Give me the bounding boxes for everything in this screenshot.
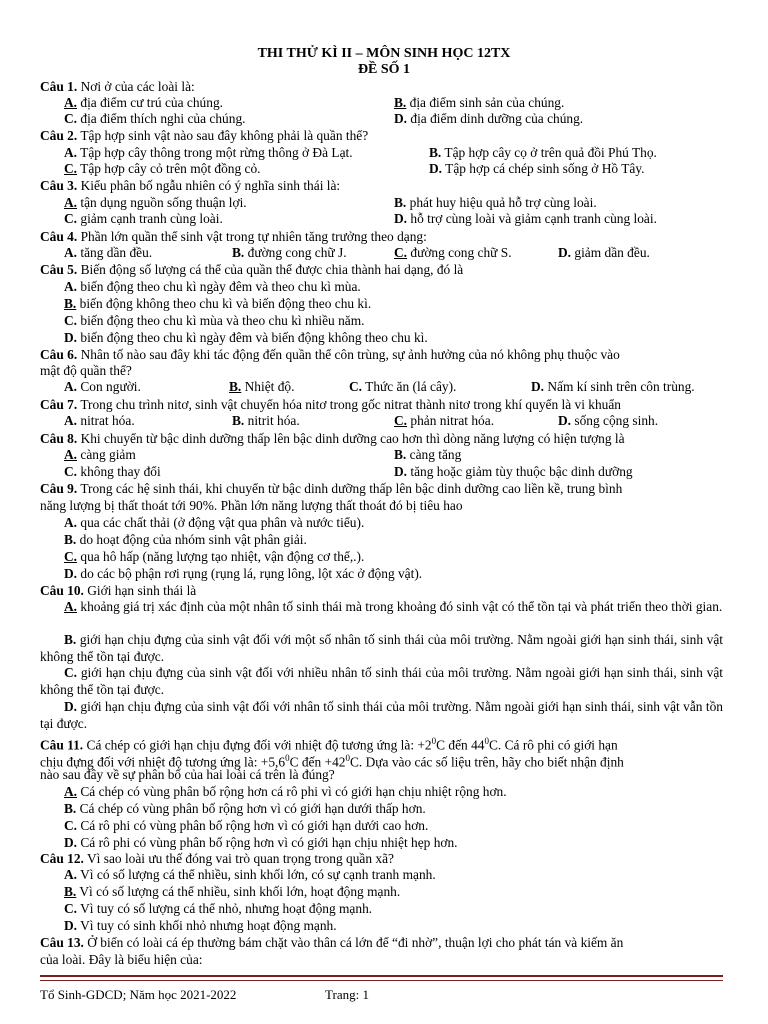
q12-option-a: A. Vì có số lượng cá thể nhiều, sinh khối lớn, có sự cạnh tranh mạnh.	[64, 867, 436, 882]
q2-option-a: A. Tập hợp cây thông trong một rừng thông ở Đà Lạt.	[64, 145, 353, 160]
q11-option-c: C. Cá rô phi có vùng phân bố rộng hơn vì có giới hạn dưới cao hơn.	[64, 818, 429, 833]
question-label: Câu 9.	[40, 481, 78, 496]
q7-option-a: A. nitrat hóa.	[64, 413, 135, 428]
question-11-cont: chịu đựng đối với nhiệt độ tương ứng là: $+5,6^0C$ đến $+42^0C$. Dựa vào các số liệu trên, hãy cho biết nhận định	[40, 753, 624, 770]
footer-department: Tổ Sinh-GDCD; Năm học 2021-2022	[40, 987, 237, 1002]
exam-title: THI THỬ KÌ II – MÔN SINH HỌC 12TX	[257, 46, 511, 61]
q7-option-d: D. sống cộng sinh.	[558, 413, 659, 428]
q10-option-a: A. khoảng giá trị xác định của một nhân tố sinh thái mà trong khoảng đó sinh vật có thể tồn tại và phát triển theo thời gian.	[64, 599, 723, 614]
question-6	[40, 347, 620, 363]
exam-subtitle: ĐỀ SỐ 1	[357, 62, 411, 77]
q8-option-c: C. không thay đổi	[64, 464, 161, 479]
question-text: Phần lớn quần thể sinh vật trong tự nhiên tăng trưởng theo dạng:	[77, 229, 427, 244]
q5-option-d: D. biến động theo chu kì ngày đêm và biến động không theo chu kì.	[64, 330, 428, 345]
question-text: Vì sao loài ưu thế đóng vai trò quan trọng trong quần xã?	[83, 851, 395, 866]
q3-option-b: B. phát huy hiệu quả hỗ trợ cùng loài.	[394, 195, 597, 210]
question-label: Câu 3.	[40, 178, 78, 193]
q1-option-b: B. địa điểm sinh sản của chúng.	[394, 95, 565, 110]
question-8	[40, 431, 625, 447]
q7-option-c: C. phản nitrat hóa.	[394, 413, 495, 428]
question-2	[40, 128, 368, 144]
question-text: Ở biển có loài cá ép thường bám chặt vào thân cá lớn để “đi nhờ”, thuận lợi cho phát tán và kiếm ăn	[83, 935, 624, 950]
question-6-cont: mật độ quần thể?	[40, 363, 132, 378]
question-7	[40, 397, 621, 413]
question-text: Kiểu phân bố ngẫu nhiên có ý nghĩa sinh thái là:	[77, 178, 341, 193]
q10-option-b: B. giới hạn chịu đựng của sinh vật đối với một số nhân tố sinh thái của môi trường. Nằm ngoài giới hạn sinh thái, sinh vật không thể tồn tại được.	[40, 632, 723, 664]
q5-option-c: C. biến động theo chu kì mùa và theo chu kì nhiều năm.	[64, 313, 365, 328]
q4-option-b: B. đường cong chữ J.	[232, 245, 347, 260]
q10-option-d: D. giới hạn chịu đựng của sinh vật đối với nhân tố sinh thái của môi trường. Nằm ngoài giới hạn sinh thái, sinh vật vẫn tồn tại được.	[40, 699, 723, 731]
q6-option-b: B. Nhiệt độ.	[229, 379, 295, 394]
question-text: Nơi ở của các loài là:	[77, 79, 195, 94]
question-text: Tập hợp sinh vật nào sau đây không phải là quần thể?	[77, 128, 369, 143]
q1-option-d: D. địa điểm dinh dưỡng của chúng.	[394, 111, 584, 126]
q11-option-a: A. Cá chép có vùng phân bố rộng hơn cá rô phi vì có giới hạn chịu nhiệt rộng hơn.	[64, 784, 507, 799]
question-text: Giới hạn sinh thái là	[83, 583, 197, 598]
question-9	[40, 481, 622, 497]
question-label: Câu 11.	[40, 737, 84, 753]
q9-option-a: A. qua các chất thải (ở động vật qua phân và nước tiểu).	[64, 515, 365, 530]
question-1	[40, 79, 195, 95]
question-3	[40, 178, 340, 194]
q6-option-d: D. Nấm kí sinh trên côn trùng.	[531, 379, 695, 394]
question-4	[40, 229, 427, 245]
q8-option-a: A. càng giảm	[64, 447, 136, 462]
question-label: Câu 10.	[40, 583, 84, 598]
question-label: Câu 8.	[40, 431, 78, 446]
q10-option-c: C. giới hạn chịu đựng của sinh vật đối với nhiều nhân tố sinh thái của môi trường. Nằm ngoài giới hạn sinh thái, sinh vật không thể tồn tại được.	[40, 665, 723, 697]
q2-option-d: D. Tập hợp cá chép sinh sống ở Hồ Tây.	[429, 161, 645, 176]
q3-option-c: C. giảm cạnh tranh cùng loài.	[64, 211, 223, 226]
q12-option-d: D. Vì tuy có sinh khối nhỏ nhưng hoạt động mạnh.	[64, 918, 337, 933]
q1-option-c: C. địa điểm thích nghi của chúng.	[64, 111, 246, 126]
q9-option-b: B. do hoạt động của nhóm sinh vật phân giải.	[64, 532, 307, 547]
q4-option-d: D. giảm dần đều.	[558, 245, 650, 260]
q9-option-d: D. do các bộ phận rơi rụng (rụng lá, rụng lông, lột xác ở động vật).	[64, 566, 423, 581]
question-text: Trong các hệ sinh thái, khi chuyển từ bậc dinh dưỡng thấp lên bậc dinh dưỡng cao liền kề, trung bình	[77, 481, 623, 496]
q8-option-d: D. tăng hoặc giảm tùy thuộc bậc dinh dưỡng	[394, 464, 633, 479]
question-9-cont: năng lượng bị thất thoát tới 90%. Phần lớn năng lượng thất thoát đó bị tiêu hao	[40, 498, 463, 513]
question-12	[40, 851, 394, 867]
q5-option-a: A. biến động theo chu kì ngày đêm và theo chu kì mùa.	[64, 279, 361, 294]
q1-option-a: A. địa điểm cư trú của chúng.	[64, 95, 223, 110]
q5-option-b: B. biến động không theo chu kì và biến động theo chu kì.	[64, 296, 372, 311]
question-label: Câu 13.	[40, 935, 84, 950]
footer-rule-top	[40, 975, 723, 977]
question-text: Biến động số lượng cá thể của quần thể được chia thành hai dạng, đó là	[77, 262, 464, 277]
q11-option-d: D. Cá rô phi có vùng phân bố rộng hơn vì có giới hạn chịu nhiệt hẹp hơn.	[64, 835, 458, 850]
q2-option-c: C. Tập hợp cây cỏ trên một đồng cỏ.	[64, 161, 261, 176]
question-label: Câu 6.	[40, 347, 78, 362]
q4-option-c: C. đường cong chữ S.	[394, 245, 512, 260]
question-text: Nhân tố nào sau đây khi tác động đến quần thể côn trùng, sự ảnh hưởng của nó không phụ thuộc vào	[77, 347, 620, 362]
q8-option-b: B. càng tăng	[394, 447, 462, 462]
q6-option-c: C. Thức ăn (lá cây).	[349, 379, 457, 394]
question-11-cont2: nào sau đây về sự phân bố của hai loài cá trên là đúng?	[40, 767, 335, 782]
question-label: Câu 5.	[40, 262, 78, 277]
question-13-cont: của loài. Đây là biểu hiện của:	[40, 952, 203, 967]
q3-option-a: A. tận dụng nguồn sống thuận lợi.	[64, 195, 247, 210]
question-label: Câu 12.	[40, 851, 84, 866]
question-text: Trong chu trình nitơ, sinh vật chuyển hóa nitơ trong gốc nitrat thành nitơ trong khí quyển là vi khuẩn	[77, 397, 622, 412]
q11-option-b: B. Cá chép có vùng phân bố rộng hơn vì có giới hạn dưới thấp hơn.	[64, 801, 426, 816]
q12-option-b: B. Vì có số lượng cá thể nhiều, sinh khối lớn, hoạt động mạnh.	[64, 884, 401, 899]
q3-option-d: D. hỗ trợ cùng loài và giảm cạnh tranh cùng loài.	[394, 211, 657, 226]
question-label: Câu 2.	[40, 128, 78, 143]
q2-option-b: B. Tập hợp cây cọ ở trên quả đồi Phú Thọ.	[429, 145, 657, 160]
question-text: Khi chuyển từ bậc dinh dưỡng thấp lên bậc dinh dưỡng cao hơn thì dòng năng lượng có hiện tượng là	[77, 431, 625, 446]
q6-option-a: A. Con người.	[64, 379, 141, 394]
question-label: Câu 1.	[40, 79, 78, 94]
question-11: Câu 11. Cá chép có giới hạn chịu đựng đối với nhiệt độ tương ứng là: $+2^0C$ đến $44^0C$. Cá rô phi có giới hạn	[40, 736, 618, 753]
question-13	[40, 935, 623, 951]
q9-option-c: C. qua hô hấp (năng lượng tạo nhiệt, vận động cơ thể,.).	[64, 549, 365, 564]
question-label: Câu 4.	[40, 229, 78, 244]
question-5	[40, 262, 463, 278]
question-10	[40, 583, 196, 599]
question-label: Câu 7.	[40, 397, 78, 412]
footer-page-number: Trang: 1	[325, 987, 369, 1002]
q7-option-b: B. nitrit hóa.	[232, 413, 300, 428]
q4-option-a: A. tăng dần đều.	[64, 245, 153, 260]
q12-option-c: C. Vì tuy có số lượng cá thể nhỏ, nhưng hoạt động mạnh.	[64, 901, 373, 916]
footer-rule-bottom	[40, 980, 723, 981]
